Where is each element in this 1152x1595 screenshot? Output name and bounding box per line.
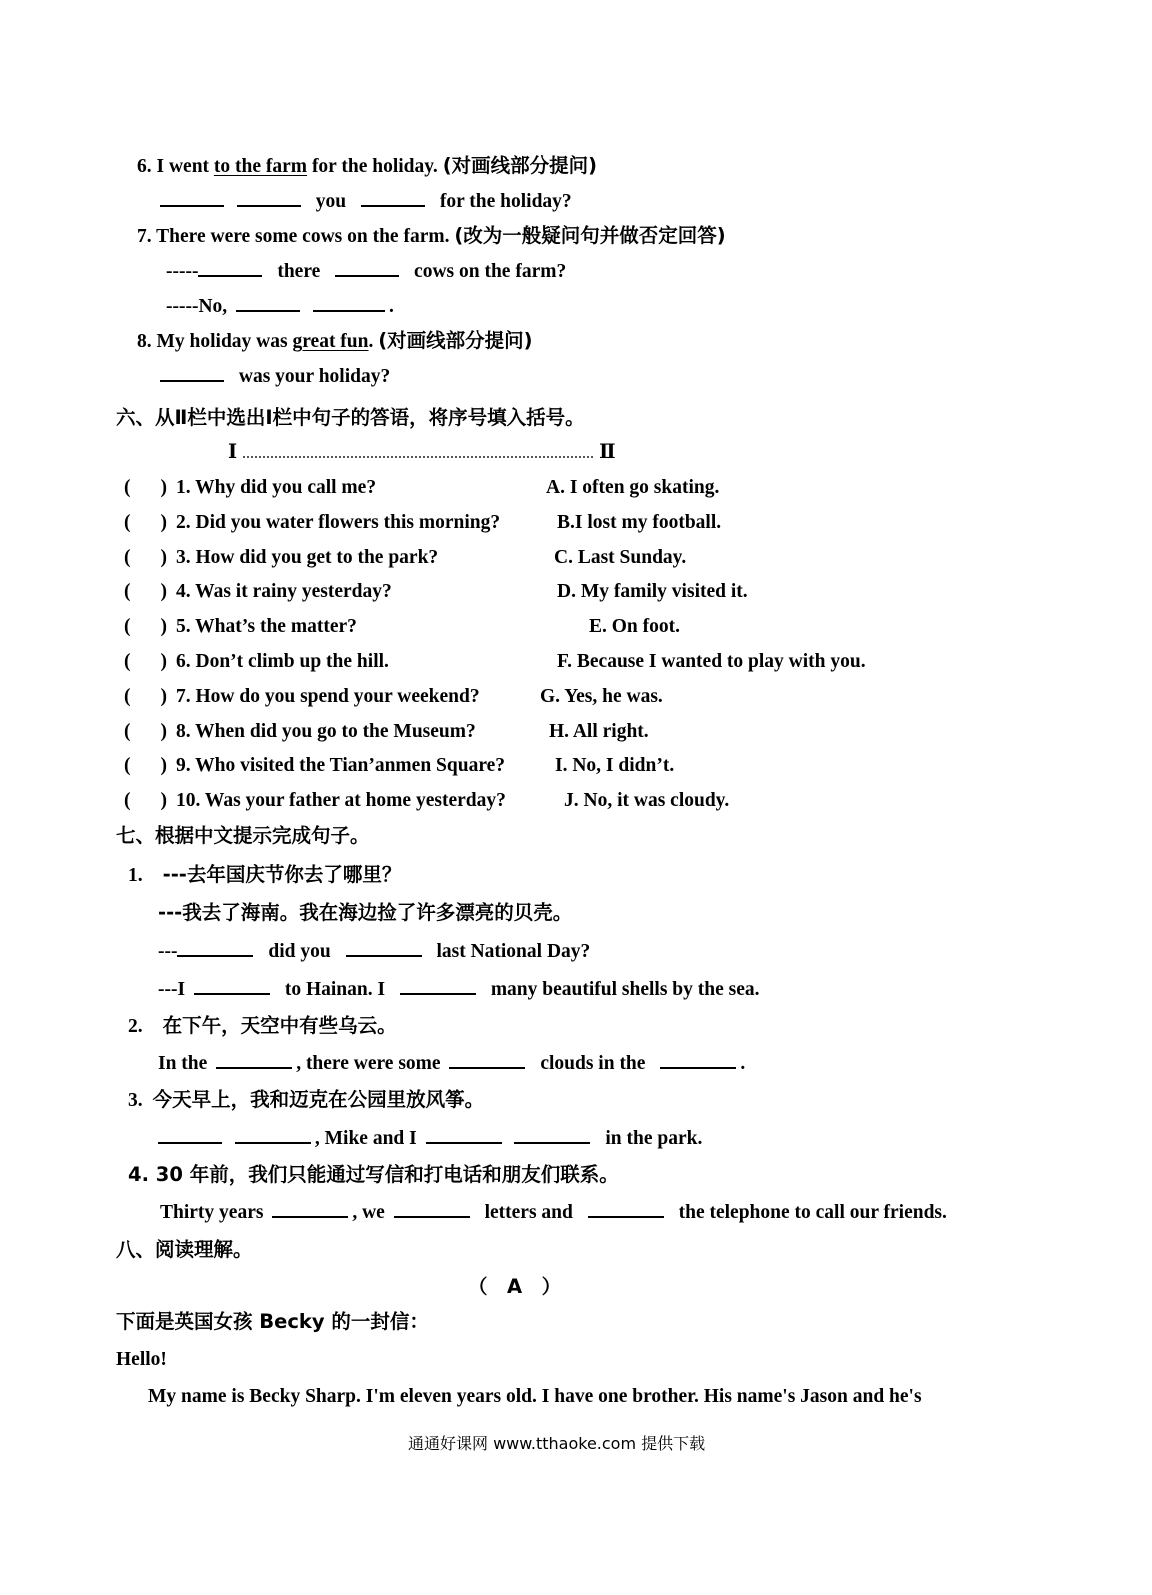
matching-row <box>124 685 480 709</box>
bracket-open: ( <box>124 511 131 533</box>
matching-answer: J. No, it was cloudy. <box>564 790 730 812</box>
bracket-open: ( <box>124 616 131 638</box>
answer-text: in the park. <box>605 1128 703 1149</box>
answer-blank[interactable] <box>194 977 270 995</box>
matching-question: 10. Was your father at home yesterday? <box>176 790 506 812</box>
bracket-close: ) <box>160 790 167 812</box>
s7-item4-en <box>160 1200 947 1225</box>
q8-text-post: . <box>368 331 379 352</box>
period: . <box>740 1053 746 1074</box>
answer-blank[interactable] <box>235 1126 311 1144</box>
bracket-close: ) <box>160 546 167 568</box>
item-number: 1. <box>128 865 143 886</box>
s7-item3-en <box>158 1126 702 1151</box>
answer-blank[interactable] <box>160 189 224 207</box>
answer-blank[interactable] <box>588 1200 664 1218</box>
s7-item3-zh <box>128 1088 484 1113</box>
answer-blank[interactable] <box>449 1051 525 1069</box>
answer-text: did you <box>268 941 331 962</box>
answer-bracket[interactable] <box>124 580 176 604</box>
matching-question: 9. Who visited the Tian’anmen Square? <box>176 755 506 777</box>
q6-answer-text: for the holiday? <box>439 191 572 212</box>
answer-blank[interactable] <box>313 294 385 312</box>
bracket-open: ( <box>124 685 131 707</box>
answer-bracket[interactable] <box>124 754 176 778</box>
dash-prefix: ---I <box>158 979 186 1000</box>
answer-blank[interactable] <box>346 939 422 957</box>
q6-answer-text: you <box>315 191 347 212</box>
bracket-open: ( <box>124 755 131 777</box>
q8-answer-line <box>160 364 390 389</box>
bracket-close: ) <box>160 651 167 672</box>
section6-heading: 六、从Ⅱ栏中选出Ⅰ栏中句子的答语，将序号填入括号。 <box>116 406 585 429</box>
answer-blank[interactable] <box>158 1126 222 1144</box>
answer-blank[interactable] <box>177 939 253 957</box>
answer-blank[interactable] <box>660 1051 736 1069</box>
matching-answer: F. Because I wanted to play with you. <box>557 651 866 672</box>
bracket-open: ( <box>124 581 131 603</box>
matching-answer: G. Yes, he was. <box>540 685 663 707</box>
answer-text: , Mike and I <box>314 1128 417 1149</box>
bracket-close: ) <box>160 685 167 707</box>
answer-bracket[interactable] <box>124 546 176 570</box>
chinese-prompt: 今天早上，我和迈克在公园里放风筝。 <box>152 1088 485 1111</box>
passage-intro: 下面是英国女孩 Becky 的一封信： <box>116 1310 429 1333</box>
section8-heading: 八、阅读理解。 <box>116 1238 253 1261</box>
matching-row <box>124 720 476 744</box>
matching-answer: B.I lost my football. <box>557 511 722 533</box>
bracket-close: ) <box>160 581 167 603</box>
bracket-open: ( <box>124 546 131 568</box>
bracket-close: ) <box>160 477 167 498</box>
q6-text-post: for the holiday. <box>307 156 443 177</box>
matching-row <box>124 789 506 813</box>
s7-item1-en1 <box>158 939 590 964</box>
answer-text: the telephone to call our friends. <box>678 1202 947 1223</box>
section6-column-headers <box>228 441 616 465</box>
answer-text: In the <box>158 1053 208 1074</box>
answer-blank[interactable] <box>237 189 301 207</box>
matching-question: 2. Did you water flowers this morning? <box>176 511 501 533</box>
matching-question: 1. Why did you call me? <box>176 477 377 498</box>
s7-item1-en2 <box>158 977 760 1002</box>
q8-hint: (对画线部分提问) <box>378 329 533 352</box>
matching-question: 8. When did you go to the Museum? <box>176 720 476 742</box>
section7-heading: 七、根据中文提示完成句子。 <box>116 824 370 847</box>
bracket-open: ( <box>124 477 131 498</box>
matching-question: 7. How do you spend your weekend? <box>176 685 480 707</box>
answer-bracket[interactable] <box>124 789 176 813</box>
dash-prefix: ----- <box>166 261 199 282</box>
bracket-open: ( <box>124 720 131 742</box>
column-header-1: Ⅰ <box>228 442 238 463</box>
answer-bracket[interactable] <box>124 511 176 535</box>
matching-question: 6. Don’t climb up the hill. <box>176 651 389 672</box>
letter-greeting: Hello! <box>116 1349 167 1370</box>
q6-answer-line <box>160 189 572 214</box>
answer-text: many beautiful shells by the sea. <box>490 979 760 1000</box>
q7-answer-text: there <box>277 261 321 282</box>
matching-answer: H. All right. <box>549 720 649 742</box>
answer-text: , we <box>352 1202 385 1223</box>
chinese-prompt: ---去年国庆节你去了哪里？ <box>162 863 402 886</box>
matching-row <box>124 754 505 778</box>
letter-line: My name is Becky Sharp. I'm eleven years old. I have one brother. His name's Jason and he's <box>148 1386 922 1407</box>
bracket-close: ) <box>160 511 167 533</box>
matching-row <box>124 546 438 570</box>
answer-text: clouds in the <box>540 1053 646 1074</box>
q6-underlined: to the farm <box>213 156 308 177</box>
matching-answer: E. On foot. <box>589 616 681 638</box>
answer-bracket[interactable] <box>124 720 176 744</box>
item-number: 3. <box>128 1090 143 1111</box>
matching-question: 4. Was it rainy yesterday? <box>176 581 392 603</box>
column-header-2: Ⅱ <box>599 442 616 463</box>
answer-bracket[interactable] <box>124 615 176 639</box>
q8-answer-text: was your holiday? <box>238 366 391 387</box>
answer-blank[interactable] <box>394 1200 470 1218</box>
bracket-open: ( <box>124 651 131 672</box>
answer-blank[interactable] <box>198 259 262 277</box>
answer-blank[interactable] <box>272 1200 348 1218</box>
answer-bracket[interactable] <box>124 650 176 674</box>
matching-answer: C. Last Sunday. <box>554 546 687 568</box>
answer-blank[interactable] <box>335 259 399 277</box>
answer-text: Thirty years <box>160 1202 264 1223</box>
q7-hint: (改为一般疑问句并做否定回答) <box>454 224 726 247</box>
matching-question: 5. What’s the matter? <box>176 616 357 638</box>
answer-text: , there were some <box>296 1053 441 1074</box>
s7-item1-zh2: ---我去了海南。我在海边捡了许多漂亮的贝壳。 <box>158 901 573 924</box>
matching-row <box>124 650 389 674</box>
matching-row <box>124 615 357 639</box>
dash-prefix: --- <box>158 941 178 962</box>
q8-question <box>137 329 533 354</box>
matching-row <box>124 476 376 500</box>
bracket-open: ( <box>124 790 131 812</box>
q7-answer-line-1 <box>166 259 566 284</box>
q6-text: 6. I went <box>137 156 214 177</box>
period: . <box>388 296 394 317</box>
answer-blank[interactable] <box>514 1126 590 1144</box>
passage-label: （ A ） <box>468 1275 562 1298</box>
s7-item2-zh <box>128 1014 397 1039</box>
bracket-close: ) <box>160 755 167 777</box>
q6-hint: (对画线部分提问) <box>442 154 598 177</box>
answer-blank[interactable] <box>216 1051 292 1069</box>
answer-bracket[interactable] <box>124 476 176 500</box>
q7-answer-line-2 <box>166 294 394 319</box>
q7-text: 7. There were some cows on the farm. <box>137 226 455 247</box>
dotted-divider <box>243 446 593 458</box>
s7-item1-zh1 <box>128 863 401 888</box>
q8-text: 8. My holiday was <box>137 331 293 352</box>
q7-question <box>137 224 726 249</box>
item-number: 2. <box>128 1016 143 1037</box>
chinese-prompt: 在下午，天空中有些乌云。 <box>162 1014 397 1037</box>
s7-item2-en <box>158 1051 745 1076</box>
matching-question: 3. How did you get to the park? <box>176 546 439 568</box>
q6-question <box>137 154 597 179</box>
bracket-close: ) <box>160 616 167 638</box>
answer-blank[interactable] <box>236 294 300 312</box>
answer-text: last National Day? <box>436 941 591 962</box>
matching-row <box>124 580 392 604</box>
footer-text: 通通好课网 www.tthaoke.com 提供下载 <box>408 1434 706 1453</box>
q8-underlined: great fun <box>292 331 369 352</box>
answer-bracket[interactable] <box>124 685 176 709</box>
answer-blank[interactable] <box>160 364 224 382</box>
answer-text: to Hainan. I <box>284 979 386 1000</box>
matching-answer: A. I often go skating. <box>546 477 720 498</box>
bracket-close: ) <box>160 720 167 742</box>
answer-blank[interactable] <box>361 189 425 207</box>
matching-answer: I. No, I didn’t. <box>555 755 675 777</box>
matching-row <box>124 511 500 535</box>
dash-prefix: -----No, <box>166 296 228 317</box>
answer-blank[interactable] <box>426 1126 502 1144</box>
answer-blank[interactable] <box>400 977 476 995</box>
matching-answer: D. My family visited it. <box>557 581 748 603</box>
answer-text: letters and <box>484 1202 573 1223</box>
q7-answer-text: cows on the farm? <box>414 261 567 282</box>
s7-item4-zh: 4. 30 年前，我们只能通过写信和打电话和朋友们联系。 <box>128 1163 619 1186</box>
